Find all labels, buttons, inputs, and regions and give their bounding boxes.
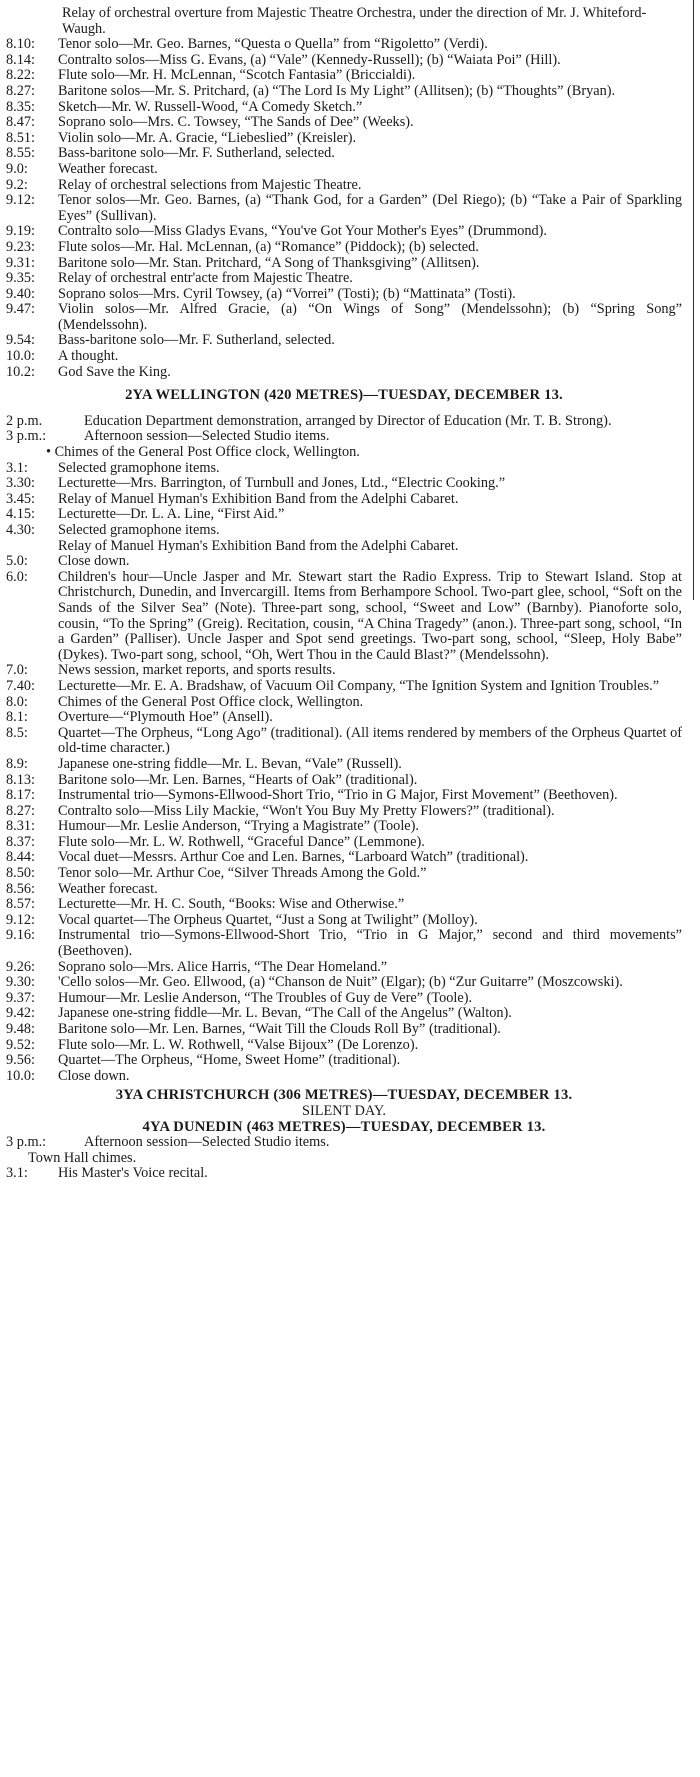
programme-item [6,928,682,959]
item-time: 8.35: [6,98,35,115]
programme-item [6,476,682,492]
programme-item [6,256,682,272]
item-text: Baritone solo—Mr. Stan. Pritchard, “A Song of Thanksgiving” (Allitsen). [58,254,480,271]
column-rule [693,0,695,600]
item-time: 8.14: [6,51,35,68]
item-time: 8.1: [6,709,28,726]
item-time: 9.30: [6,974,35,991]
item-text: Relay of orchestral entr'acte from Majestic Theatre. [58,270,353,287]
item-text: Overture—“Plymouth Hoe” (Ansell). [58,709,273,726]
item-time: 9.54: [6,332,35,349]
item-text: Baritone solos—Mr. S. Pritchard, (a) “The Lord Is My Light” (Allitsen); (b) “Thoughts” (Bryan). [58,82,616,99]
programme-item [6,1166,682,1182]
silent-day-label: SILENT DAY. [302,1102,386,1119]
item-text: Contralto solo—Miss Gladys Evans, “You've Got Your Mother's Eyes” (Drummond). [58,223,547,240]
programme-item [6,788,682,804]
item-time: 8.31: [6,818,35,835]
item-time: 4.15: [6,506,35,523]
item-text: Afternoon session—Selected Studio items. [84,428,330,445]
item-text: Relay of orchestral selections from Majestic Theatre. [58,176,362,193]
station-heading-2ya: 2YA WELLINGTON (420 METRES)—TUESDAY, DECEMBER 13. [125,387,563,404]
item-text: Quartet—The Orpheus, “Home, Sweet Home” (traditional). [58,1052,401,1069]
programme-item [6,53,682,69]
item-time: 10.2: [6,363,35,380]
item-text: Baritone solo—Mr. Len. Barnes, “Hearts of Oak” (traditional). [58,771,418,788]
item-time: 8.27: [6,802,35,819]
programme-item [6,365,682,381]
item-time: 9.52: [6,1036,35,1053]
item-time: 8.9: [6,755,28,772]
item-text: Selected gramophone items. [58,522,220,538]
item-time: 3 p.m.: [6,428,47,445]
item-time: 10.0: [6,1067,35,1084]
programme-item [6,882,682,898]
item-time: 8.37: [6,833,35,850]
item-time: 8.22: [6,67,35,84]
item-text: God Save the King. [58,363,171,380]
item-text: Education Department demonstration, arranged by Director of Education (Mr. T. B. Strong). [84,412,612,429]
programme-item [6,679,682,695]
programme-item [6,835,682,851]
programme-item [6,162,682,178]
item-text: Humour—Mr. Leslie Anderson, “The Troubles of Guy de Vere” (Toole). [58,989,473,1006]
item-time: 4.30: [6,522,35,538]
programme-item [6,178,682,194]
item-time: 8.44: [6,849,35,866]
item-time: 9.42: [6,1005,35,1022]
item-text: Contralto solo—Miss Lily Mackie, “Won't You Buy My Pretty Flowers?” (traditional). [58,802,555,819]
item-text: Vocal quartet—The Orpheus Quartet, “Just a Song at Twilight” (Molloy). [58,911,478,928]
chimes-note: • Chimes of the General Post Office clock, Wellington. [46,444,360,461]
item-text: Instrumental trio—Symons-Ellwood-Short Trio, “Trio in G Major, First Movement” (Beethoven). [58,787,618,804]
programme-item [6,414,682,430]
item-time: 8.0: [6,693,28,710]
station-heading-4ya: 4YA DUNEDIN (463 METRES)—TUESDAY, DECEMBER 13. [142,1118,546,1135]
programme-item [6,100,682,116]
programme-item [6,193,682,224]
relay-note: Relay of Manuel Hyman's Exhibition Band from the Adelphi Cabaret. [58,537,459,554]
programme-item [6,913,682,929]
programme-item [6,1022,682,1038]
item-text: Chimes of the General Post Office clock, Wellington. [58,693,364,710]
item-time: 9.40: [6,285,35,302]
item-time: 9.26: [6,958,35,975]
item-time: 8.51: [6,129,35,146]
item-time: 7.0: [6,662,28,679]
item-text: Weather forecast. [58,160,158,177]
item-text: Lecturette—Mr. E. A. Bradshaw, of Vacuum Oil Company, “The Ignition System and Ignition Troubles.” [58,677,660,694]
chimes-note: Town Hall chimes. [28,1149,137,1166]
programme-item [6,349,682,365]
programme-item [6,68,682,84]
programme-item [6,554,682,570]
programme-item [6,866,682,882]
programme-item [6,663,682,679]
item-time: 9.48: [6,1021,35,1037]
item-text: Vocal duet—Messrs. Arthur Coe and Len. Barnes, “Larboard Watch” (traditional). [58,849,529,866]
item-text: Flute solo—Mr. L. W. Rothwell, “Valse Bijoux” (De Lorenzo). [58,1036,419,1053]
item-text: 'Cello solos—Mr. Geo. Ellwood, (a) “Chanson de Nuit” (Elgar); (b) “Zur Guitarre” (Moszcowski). [58,974,623,991]
item-time: 8.56: [6,880,35,897]
item-time: 10.0: [6,348,35,365]
item-text: Flute solos—Mr. Hal. McLennan, (a) “Romance” (Piddock); (b) selected. [58,238,479,255]
item-time: 8.55: [6,145,35,162]
item-text: News session, market reports, and sports results. [58,662,336,679]
item-text: Violin solo—Mr. A. Gracie, “Liebeslied” (Kreisler). [58,129,357,146]
item-text: Flute solo—Mr. H. McLennan, “Scotch Fantasia” (Briccialdi). [58,67,416,84]
item-time: 9.12: [6,192,35,209]
programme-item [6,37,682,53]
item-text: Sketch—Mr. W. Russell-Wood, “A Comedy Sketch.” [58,98,363,115]
item-time: 3.45: [6,490,35,507]
item-time: 9.23: [6,238,35,255]
programme-item [6,1038,682,1054]
item-time: 9.12: [6,911,35,928]
item-time: 6.0: [6,568,28,585]
item-time: 9.0: [6,160,28,177]
programme-item [6,240,682,256]
item-text: Flute solo—Mr. L. W. Rothwell, “Graceful Dance” (Lemmone). [58,833,425,850]
programme-item [6,333,682,349]
item-time: 5.0: [6,553,28,570]
item-time: 3.30: [6,475,35,492]
programme-item [6,271,682,287]
item-time: 9.35: [6,270,35,287]
item-time: 8.13: [6,771,35,788]
item-text: Bass-baritone solo—Mr. F. Sutherland, selected. [58,332,335,349]
programme-item [6,507,682,523]
item-time: 9.56: [6,1052,35,1069]
programme-item [6,897,682,913]
item-text: A thought. [58,348,119,365]
item-text: Close down. [58,553,130,570]
programme-item [6,1053,682,1069]
chimes-text: Chimes of the General Post Office clock, Wellington. [54,444,360,461]
item-time: 8.5: [6,724,28,741]
programme-item [6,1135,682,1151]
programme-item [6,710,682,726]
programme-item [6,461,682,477]
programme-list-section2b [6,554,682,1084]
item-time: 9.19: [6,223,35,240]
item-text: Tenor solo—Mr. Geo. Barnes, “Questa o Quella” from “Rigoletto” (Verdi). [58,36,488,53]
programme-item [6,146,682,162]
programme-item [6,302,682,333]
programme-item [6,695,682,711]
programme-item [6,819,682,835]
relay-intro: Relay of orchestral overture from Majestic Theatre Orchestra, under the direction of Mr. J. Whiteford-Waugh. [62,5,647,37]
station-heading-3ya: 3YA CHRISTCHURCH (306 METRES)—TUESDAY, DECEMBER 13. [115,1087,573,1104]
item-time: 8.57: [6,896,35,913]
item-text: Tenor solos—Mr. Geo. Barnes, (a) “Thank God, for a Garden” (Del Riego); (b) “Take a Pair of Sparkling Eyes” (Sullivan). [58,192,682,224]
item-text: Japanese one-string fiddle—Mr. L. Bevan, “Vale” (Russell). [58,755,402,772]
programme-list-section1 [6,37,682,380]
item-text: Humour—Mr. Leslie Anderson, “Trying a Magistrate” (Toole). [58,818,419,835]
item-time: 8.10: [6,36,35,53]
item-time: 3 p.m.: [6,1134,47,1151]
item-text: Lecturette—Mrs. Barrington, of Turnbull and Jones, Ltd., “Electric Cooking.” [58,475,506,492]
item-text: Weather forecast. [58,880,158,897]
item-time: 2 p.m. [6,412,43,429]
programme-item [6,523,682,539]
item-time: 8.27: [6,82,35,99]
item-text: Soprano solos—Mrs. Cyril Towsey, (a) “Vorrei” (Tosti); (b) “Mattinata” (Tosti). [58,285,516,302]
programme-item [6,726,682,757]
programme-item [6,960,682,976]
item-text: Lecturette—Dr. L. A. Line, “First Aid.” [58,506,285,523]
item-text: Japanese one-string fiddle—Mr. L. Bevan, “The Call of the Angelus” (Walton). [58,1005,512,1022]
programme-item [6,287,682,303]
item-text: Soprano solo—Mrs. C. Towsey, “The Sands of Dee” (Weeks). [58,114,414,131]
item-text: Children's hour—Uncle Jasper and Mr. Stewart start the Radio Express. Trip to Stewart Island. Stop at Christchurch, Dunedin, and Invercargill. Items from Berhampore School. Two-part glee, school, “Soft on the Sands of the Silver Sea” (Note). Three-part song, school, “Sweet and Low” (Barnby). Pianoforte solo, cousin, “To the Spring” (Greig). Recitation, cousin, “A China Tragedy” (anon.). Three-part song, school, “In a Garden” (Palliser). Uncle Jasper and Spot send greetings. Two-part song, school, “Sleep, Holy Babe” (Dykes). Two-part song, school, “Oh, Wert Thou in the Cauld Blast?” (Mendelssohn). [58,568,682,663]
programme-item [6,757,682,773]
item-time: 3.1: [6,1165,28,1182]
programme-item [6,492,682,508]
item-time: 8.50: [6,865,35,882]
item-text: Soprano solo—Mrs. Alice Harris, “The Dear Homeland.” [58,958,388,975]
item-time: 9.16: [6,927,35,944]
item-text: Quartet—The Orpheus, “Long Ago” (traditional). (All items rendered by members of the Orpheus Quartet of old-time character.) [58,724,682,757]
item-text: Lecturette—Mr. H. C. South, “Books: Wise and Otherwise.” [58,896,405,913]
item-time: 8.17: [6,787,35,804]
programme-item [6,570,682,664]
item-text: Selected gramophone items. [58,459,220,476]
programme-item [6,131,682,147]
item-text: Tenor solo—Mr. Arthur Coe, “Silver Threads Among the Gold.” [58,865,427,882]
item-time: 3.1: [6,459,28,476]
item-text: Bass-baritone solo—Mr. F. Sutherland, selected. [58,145,335,162]
item-text: Close down. [58,1067,130,1084]
item-text: Afternoon session—Selected Studio items. [84,1134,330,1151]
item-time: 9.2: [6,176,28,193]
item-text: His Master's Voice recital. [58,1165,208,1182]
programme-item [6,804,682,820]
item-time: 9.37: [6,989,35,1006]
item-text: Contralto solos—Miss G. Evans, (a) “Vale” (Kennedy-Russell); (b) “Waiata Poi” (Hill). [58,51,561,68]
item-time: 9.47: [6,301,35,318]
programme-item [6,84,682,100]
programme-item [6,224,682,240]
programme-item [6,429,682,445]
programme-item [6,850,682,866]
programme-list-section2a [6,461,682,539]
item-time: 7.40: [6,677,35,694]
programme-item [6,773,682,789]
programme-item [6,991,682,1007]
item-text: Baritone solo—Mr. Len. Barnes, “Wait Till the Clouds Roll By” (traditional). [58,1021,501,1037]
programme-item [6,1069,682,1085]
programme-item [6,975,682,991]
item-time: 9.31: [6,254,35,271]
item-text: Violin solos—Mr. Alfred Gracie, (a) “On Wings of Song” (Mendelssohn); (b) “Spring Song” (Mendelssohn). [58,301,682,333]
programme-item [6,1006,682,1022]
item-text: Instrumental trio—Symons-Ellwood-Short Trio, “Trio in G Major,” second and third movements” (Beethoven). [58,927,682,960]
item-time: 8.47: [6,114,35,131]
programme-item [6,115,682,131]
item-text: Relay of Manuel Hyman's Exhibition Band from the Adelphi Cabaret. [58,490,459,507]
